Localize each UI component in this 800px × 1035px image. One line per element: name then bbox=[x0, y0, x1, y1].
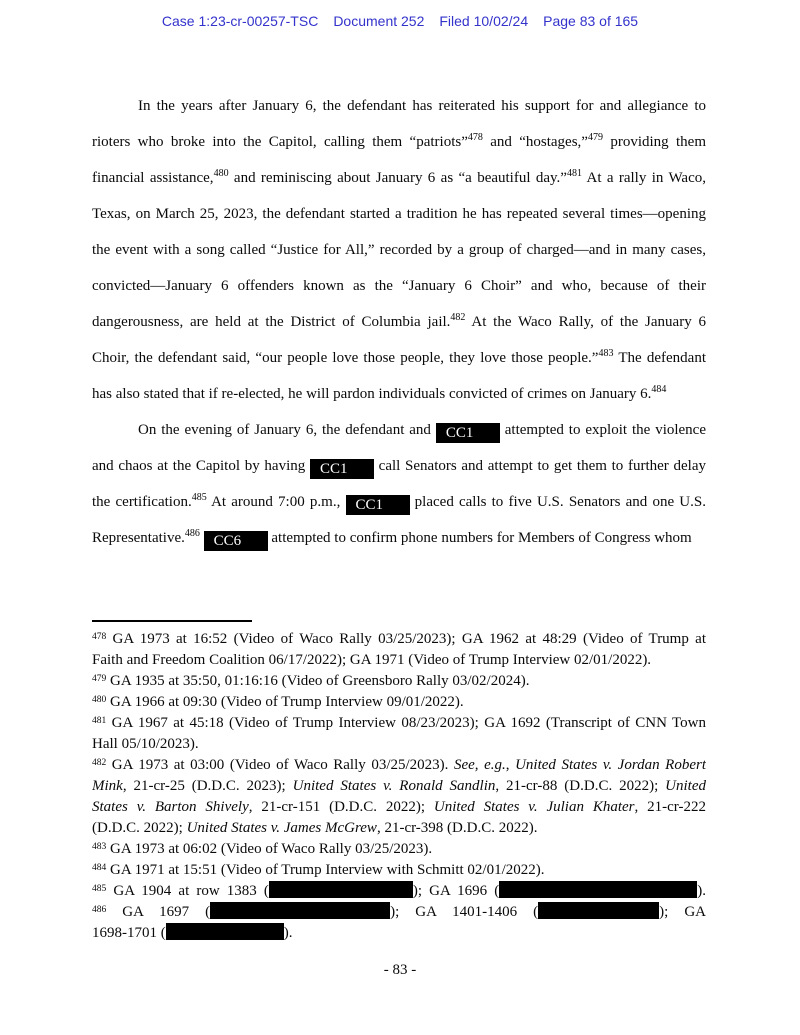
text-run: In the years after January 6, the defendant has reiterated his support for and allegiance to bbox=[138, 98, 706, 114]
footnote-483 bbox=[92, 839, 706, 860]
footnote-ref: 485 bbox=[92, 884, 107, 894]
text-run: Representative. bbox=[92, 530, 185, 546]
text-run: GA 1697 ( bbox=[106, 904, 211, 920]
footnote-ref: 483 bbox=[598, 348, 614, 359]
text-run: , 21-cr-25 (D.D.C. 2023); bbox=[122, 778, 293, 794]
footnote-ref: 486 bbox=[92, 905, 107, 915]
footnote-ref: 478 bbox=[92, 632, 107, 642]
text-run: Choir, the defendant said, “our people love those people, they love those people.” bbox=[92, 350, 599, 366]
redaction-bar bbox=[166, 923, 284, 940]
text-line bbox=[92, 881, 706, 902]
text-run: and reminiscing about January 6 as “a beautiful day.” bbox=[228, 170, 567, 186]
text-line bbox=[92, 232, 706, 268]
text-run: GA 1935 at 35:50, 01:16:16 (Video of Greensboro Rally 03/02/2024). bbox=[106, 673, 530, 689]
text-run: GA 1966 at 09:30 (Video of Trump Interview 09/01/2022). bbox=[106, 694, 464, 710]
text-line bbox=[92, 376, 706, 412]
text-run: providing them bbox=[602, 134, 706, 150]
text-run: On the evening of January 6, the defendant and bbox=[138, 422, 436, 438]
italic-citation: United bbox=[665, 778, 706, 794]
text-run: At around 7:00 p.m., bbox=[206, 494, 346, 510]
text-line bbox=[92, 671, 706, 692]
document-body bbox=[92, 88, 706, 556]
page-number: - 83 - bbox=[383, 962, 417, 978]
redaction-box: CC6 bbox=[204, 531, 268, 551]
footnote-ref: 484 bbox=[92, 863, 107, 873]
text-run: the event with a song called “Justice for All,” recorded by a group of charged—and in many cases, bbox=[92, 242, 706, 258]
italic-citation: United States v. Julian Khater bbox=[433, 799, 635, 815]
text-line bbox=[92, 713, 706, 734]
text-line bbox=[92, 755, 706, 776]
text-run: has also stated that if re-elected, he will pardon individuals convicted of crimes on January 6. bbox=[92, 386, 652, 402]
footnote-482 bbox=[92, 755, 706, 839]
text-line bbox=[92, 520, 706, 556]
footnote-ref: 479 bbox=[92, 674, 107, 684]
footnote-ref: 480 bbox=[92, 695, 107, 705]
footnote-ref: 482 bbox=[450, 312, 466, 323]
header-document-number: Document 252 bbox=[333, 13, 425, 29]
footnote-ref: 479 bbox=[587, 132, 603, 143]
text-line bbox=[92, 448, 706, 484]
paragraph bbox=[92, 88, 706, 412]
footnote-485 bbox=[92, 881, 706, 902]
text-run: and chaos at the Capitol by having bbox=[92, 458, 310, 474]
text-line bbox=[92, 692, 706, 713]
italic-citation: United States v. James McGrew bbox=[186, 820, 377, 836]
text-run: , 21-cr-151 (D.D.C. 2022); bbox=[248, 799, 434, 815]
footnote-separator bbox=[92, 620, 252, 622]
redaction-bar bbox=[499, 881, 697, 898]
text-run: rioters who broke into the Capitol, calling them “patriots” bbox=[92, 134, 468, 150]
footnote-480 bbox=[92, 692, 706, 713]
footnote-479 bbox=[92, 671, 706, 692]
redaction-box: CC1 bbox=[436, 423, 500, 443]
text-run: ); GA 1696 ( bbox=[412, 883, 500, 899]
text-line bbox=[92, 860, 706, 881]
text-line bbox=[92, 629, 706, 650]
text-line bbox=[92, 160, 706, 196]
text-run: attempted to exploit the violence bbox=[499, 422, 706, 438]
redaction-box: CC1 bbox=[310, 459, 374, 479]
text-run: , bbox=[505, 757, 516, 773]
text-run: , 21-cr-222 bbox=[634, 799, 706, 815]
text-run: Hall 05/10/2023). bbox=[92, 736, 199, 752]
footnote-481 bbox=[92, 713, 706, 755]
text-line bbox=[92, 340, 706, 376]
text-line bbox=[92, 304, 706, 340]
text-line bbox=[92, 484, 706, 520]
text-line bbox=[92, 776, 706, 797]
redaction-bar bbox=[210, 902, 390, 919]
header-page-of: Page 83 of 165 bbox=[543, 13, 639, 29]
italic-citation: States v. Barton Shively bbox=[92, 799, 249, 815]
redaction-bar bbox=[538, 902, 659, 919]
footnotes-section bbox=[92, 620, 706, 944]
text-run: ); GA bbox=[659, 904, 706, 920]
text-run: GA 1971 at 15:51 (Video of Trump Interview with Schmitt 02/01/2022). bbox=[106, 862, 545, 878]
footnote-ref: 481 bbox=[92, 716, 107, 726]
text-run: ). bbox=[283, 925, 293, 941]
text-line bbox=[92, 412, 706, 448]
footnote-ref: 480 bbox=[213, 168, 229, 179]
footnote-ref: 484 bbox=[651, 384, 667, 395]
text-line bbox=[92, 88, 706, 124]
footnote-478 bbox=[92, 629, 706, 671]
paragraph bbox=[92, 412, 706, 556]
text-run: GA 1973 at 06:02 (Video of Waco Rally 03/25/2023). bbox=[106, 841, 433, 857]
italic-citation: See, e.g. bbox=[453, 757, 506, 773]
text-line bbox=[92, 650, 706, 671]
text-run: the certification. bbox=[92, 494, 192, 510]
text-run: financial assistance, bbox=[92, 170, 214, 186]
footnote-484 bbox=[92, 860, 706, 881]
text-line bbox=[92, 196, 706, 232]
redaction-box: CC1 bbox=[346, 495, 410, 515]
text-run: call Senators and attempt to get them to further delay bbox=[373, 458, 706, 474]
text-line bbox=[92, 839, 706, 860]
text-run: Faith and Freedom Coalition 06/17/2022); GA 1971 (Video of Trump Interview 02/01/2022). bbox=[92, 652, 652, 668]
text-run: attempted to confirm phone numbers for Members of Congress whom bbox=[267, 530, 692, 546]
text-line bbox=[92, 734, 706, 755]
footnote-ref: 482 bbox=[92, 758, 107, 768]
text-line bbox=[92, 797, 706, 818]
italic-citation: United States v. Ronald Sandlin bbox=[292, 778, 496, 794]
text-run: At the Waco Rally, of the January 6 bbox=[465, 314, 706, 330]
footnote-ref: 478 bbox=[467, 132, 483, 143]
text-run: At a rally in Waco, bbox=[581, 170, 706, 186]
footnote-ref: 483 bbox=[92, 842, 107, 852]
header-filed-date: Filed 10/02/24 bbox=[439, 13, 529, 29]
text-line bbox=[92, 268, 706, 304]
case-header bbox=[0, 13, 800, 29]
text-run: convicted—January 6 offenders known as the “January 6 Choir” and who, because of their bbox=[92, 278, 706, 294]
footnote-ref: 481 bbox=[566, 168, 582, 179]
footnote-486 bbox=[92, 902, 706, 944]
text-line bbox=[92, 923, 706, 944]
footnote-ref: 486 bbox=[184, 528, 200, 539]
footnote-ref: 485 bbox=[191, 492, 207, 503]
italic-citation: United States v. Jordan Robert bbox=[515, 757, 706, 773]
text-run: The defendant bbox=[613, 350, 706, 366]
text-line bbox=[92, 124, 706, 160]
text-run: ); GA 1401-1406 ( bbox=[390, 904, 539, 920]
redaction-bar bbox=[269, 881, 413, 898]
text-run: GA 1973 at 03:00 (Video of Waco Rally 03/25/2023). bbox=[106, 757, 454, 773]
text-run: 1698-1701 ( bbox=[92, 925, 166, 941]
header-case-number: Case 1:23-cr-00257-TSC bbox=[161, 13, 319, 29]
text-run: , 21-cr-88 (D.D.C. 2022); bbox=[495, 778, 666, 794]
text-run: GA 1973 at 16:52 (Video of Waco Rally 03/25/2023); GA 1962 at 48:29 (Video of Trump at bbox=[106, 631, 706, 647]
text-run: (D.D.C. 2022); bbox=[92, 820, 187, 836]
text-run: dangerousness, are held at the District of Columbia jail. bbox=[92, 314, 451, 330]
text-run: GA 1904 at row 1383 ( bbox=[106, 883, 269, 899]
text-run: Texas, on March 25, 2023, the defendant started a tradition he has repeated several times—opening bbox=[92, 206, 706, 222]
text-run: placed calls to five U.S. Senators and one U.S. bbox=[409, 494, 706, 510]
text-line bbox=[92, 818, 706, 839]
text-run: , 21-cr-398 (D.D.C. 2022). bbox=[376, 820, 538, 836]
text-run: ). bbox=[697, 883, 706, 899]
text-line bbox=[92, 902, 706, 923]
italic-citation: Mink bbox=[92, 778, 123, 794]
text-run: GA 1967 at 45:18 (Video of Trump Interview 08/23/2023); GA 1692 (Transcript of CNN Town bbox=[106, 715, 706, 731]
text-run: and “hostages,” bbox=[482, 134, 588, 150]
